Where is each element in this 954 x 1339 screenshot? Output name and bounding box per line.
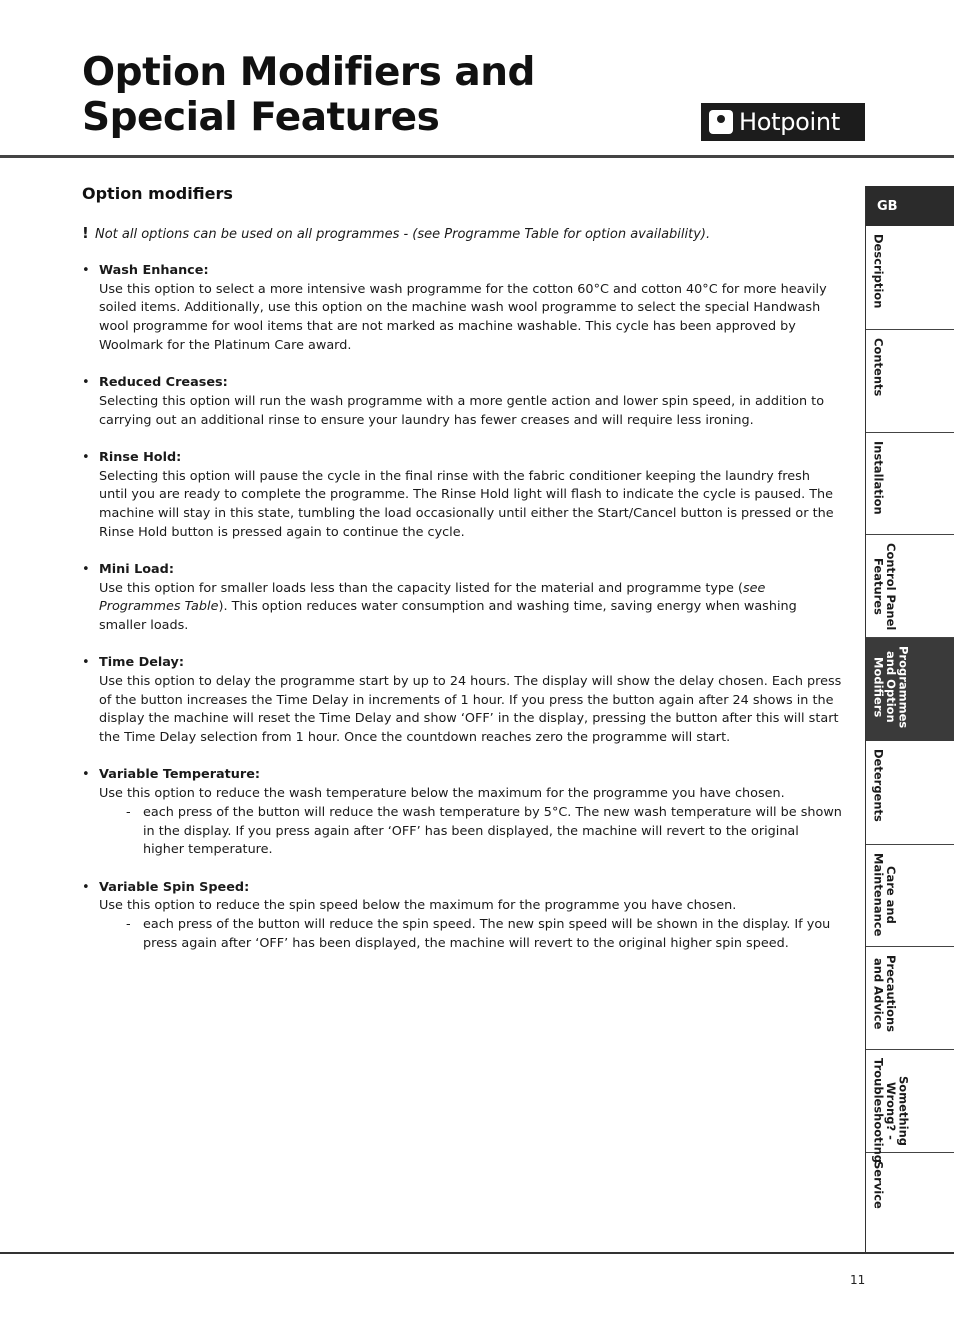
tab-troubleshooting[interactable]: [866, 1050, 954, 1164]
option-variable-spin-speed: [82, 879, 842, 954]
option-description-part: ). This option reduces water consumption and washing time, saving energy when washing smaller loads.: [99, 599, 797, 634]
page-title-line-1: Option Modifiers and: [82, 50, 535, 95]
tab-label: Programmes and Option Modifiers: [871, 646, 911, 729]
dash-marker: -: [126, 804, 131, 820]
option-rinse-hold: [82, 449, 842, 543]
option-label: • Mini Load:: [99, 561, 174, 577]
availability-note-text: Not all options can be used on all programmes - (see Programme Table for option availability).: [94, 227, 711, 242]
option-mini-load: [82, 561, 842, 636]
tab-label: Control Panel Features: [871, 543, 898, 631]
brand-name: Hotpoint: [739, 108, 840, 136]
option-description: Use this option to reduce the spin speed below the maximum for the programme you have chosen.: [99, 898, 737, 914]
tab-label: Precautions and Advice: [871, 955, 898, 1033]
dash-marker: -: [126, 916, 131, 932]
page-number: 11: [850, 1273, 866, 1287]
option-sub-point-text: each press of the button will reduce the wash temperature by 5°C. The new wash temperature will be shown in the display. If you press again after ‘OFF’ has been displayed, the machine will revert to the original higher temperature.: [143, 804, 842, 858]
tab-label: Care and Maintenance: [871, 853, 898, 937]
tab-label: Something Wrong? - Troubleshooting: [871, 1058, 911, 1164]
option-time-delay: [82, 654, 842, 748]
option-label: • Time Delay:: [99, 655, 184, 671]
option-label: • Reduced Creases:: [99, 375, 228, 391]
option-description: Use this option to reduce the wash temperature below the maximum for the programme you have chosen.: [99, 786, 785, 802]
footer-divider: [0, 1252, 954, 1254]
option-reduced-creases: [82, 374, 842, 430]
tab-description[interactable]: [866, 226, 954, 330]
option-variable-temperature: [82, 766, 842, 860]
option-description-part: Use this option for smaller loads less than the capacity listed for the material and programme type (: [99, 580, 743, 596]
tab-installation[interactable]: [866, 433, 954, 535]
section-heading: Option modifiers: [82, 184, 233, 203]
tab-contents[interactable]: [866, 330, 954, 433]
option-label: • Rinse Hold:: [99, 449, 182, 465]
header-divider: [0, 155, 954, 158]
option-list: [82, 262, 842, 972]
hotpoint-logo: [701, 103, 865, 141]
option-label: • Wash Enhance:: [99, 263, 209, 278]
tab-detergents[interactable]: [866, 741, 954, 845]
page-title: [82, 50, 535, 140]
tab-control-panel-features[interactable]: [866, 535, 954, 638]
tab-care-and-maintenance[interactable]: [866, 845, 954, 947]
option-wash-enhance: [82, 262, 842, 356]
option-description: Selecting this option will pause the cycle in the final rinse with the fabric conditioner keeping the laundry fresh until you are ready to complete the programme. The Rinse Hold light will flash to indicate the cycle is paused. The machine will stay in this state, tumbling the load occasionally until either the Start/Cancel button is pressed or the Rinse Hold button is pressed again to continue the cycle.: [99, 468, 834, 540]
tab-label: Contents: [871, 338, 886, 397]
option-sub-point: [99, 916, 842, 953]
page-title-line-2: Special Features: [82, 95, 440, 140]
language-tab: GB: [866, 186, 954, 226]
option-sub-point-text: each press of the button will reduce the spin speed. The new spin speed will be shown in the display. If you press again after ‘OFF’ has been displayed, the machine will revert to the original higher spin speed.: [143, 916, 831, 951]
hotpoint-logo-icon: [709, 110, 733, 134]
tab-precautions-and-advice[interactable]: [866, 947, 954, 1050]
tab-service[interactable]: [866, 1153, 954, 1252]
option-description: [99, 580, 842, 636]
tab-label: Description: [871, 234, 886, 309]
option-label: • Variable Spin Speed:: [99, 879, 250, 895]
tab-label: Installation: [871, 441, 886, 515]
warning-mark: !: [82, 224, 89, 242]
option-label: • Variable Temperature:: [99, 767, 261, 783]
availability-note: [82, 224, 842, 244]
tab-label: Service: [871, 1161, 886, 1209]
option-description: Use this option to select a more intensive wash programme for the cotton 60°C and cotton 40°C for more heavily soiled items. Additionally, use this option on the machine wash wool programme to select the special Handwash wool programme for wool items that are not marked as machine washable. This cycle has been approved by Woolmark for the Platinum Care award.: [99, 281, 827, 353]
option-sub-point: [99, 804, 842, 860]
tab-label: Detergents: [871, 749, 886, 822]
option-description: Selecting this option will run the wash programme with a more gentle action and lower spin speed, in addition to carrying out an additional rinse to ensure your laundry has fewer creases and will require less ironing.: [99, 393, 825, 428]
tab-programmes-and-option-modifiers[interactable]: [866, 638, 954, 741]
option-description: Use this option to delay the programme start by up to 24 hours. The display will show the delay chosen. Each press of the button increases the Time Delay in increments of 1 hour. If you press the button again after 24 shows in the display the machine will reset the Time Delay and show ‘OFF’ in the display, pressing the button after this will start the Time Delay selection from 1 hour. Once the countdown reaches zero the programme will start.: [99, 674, 842, 746]
programme-table-reference: see Programmes Table: [99, 580, 766, 615]
